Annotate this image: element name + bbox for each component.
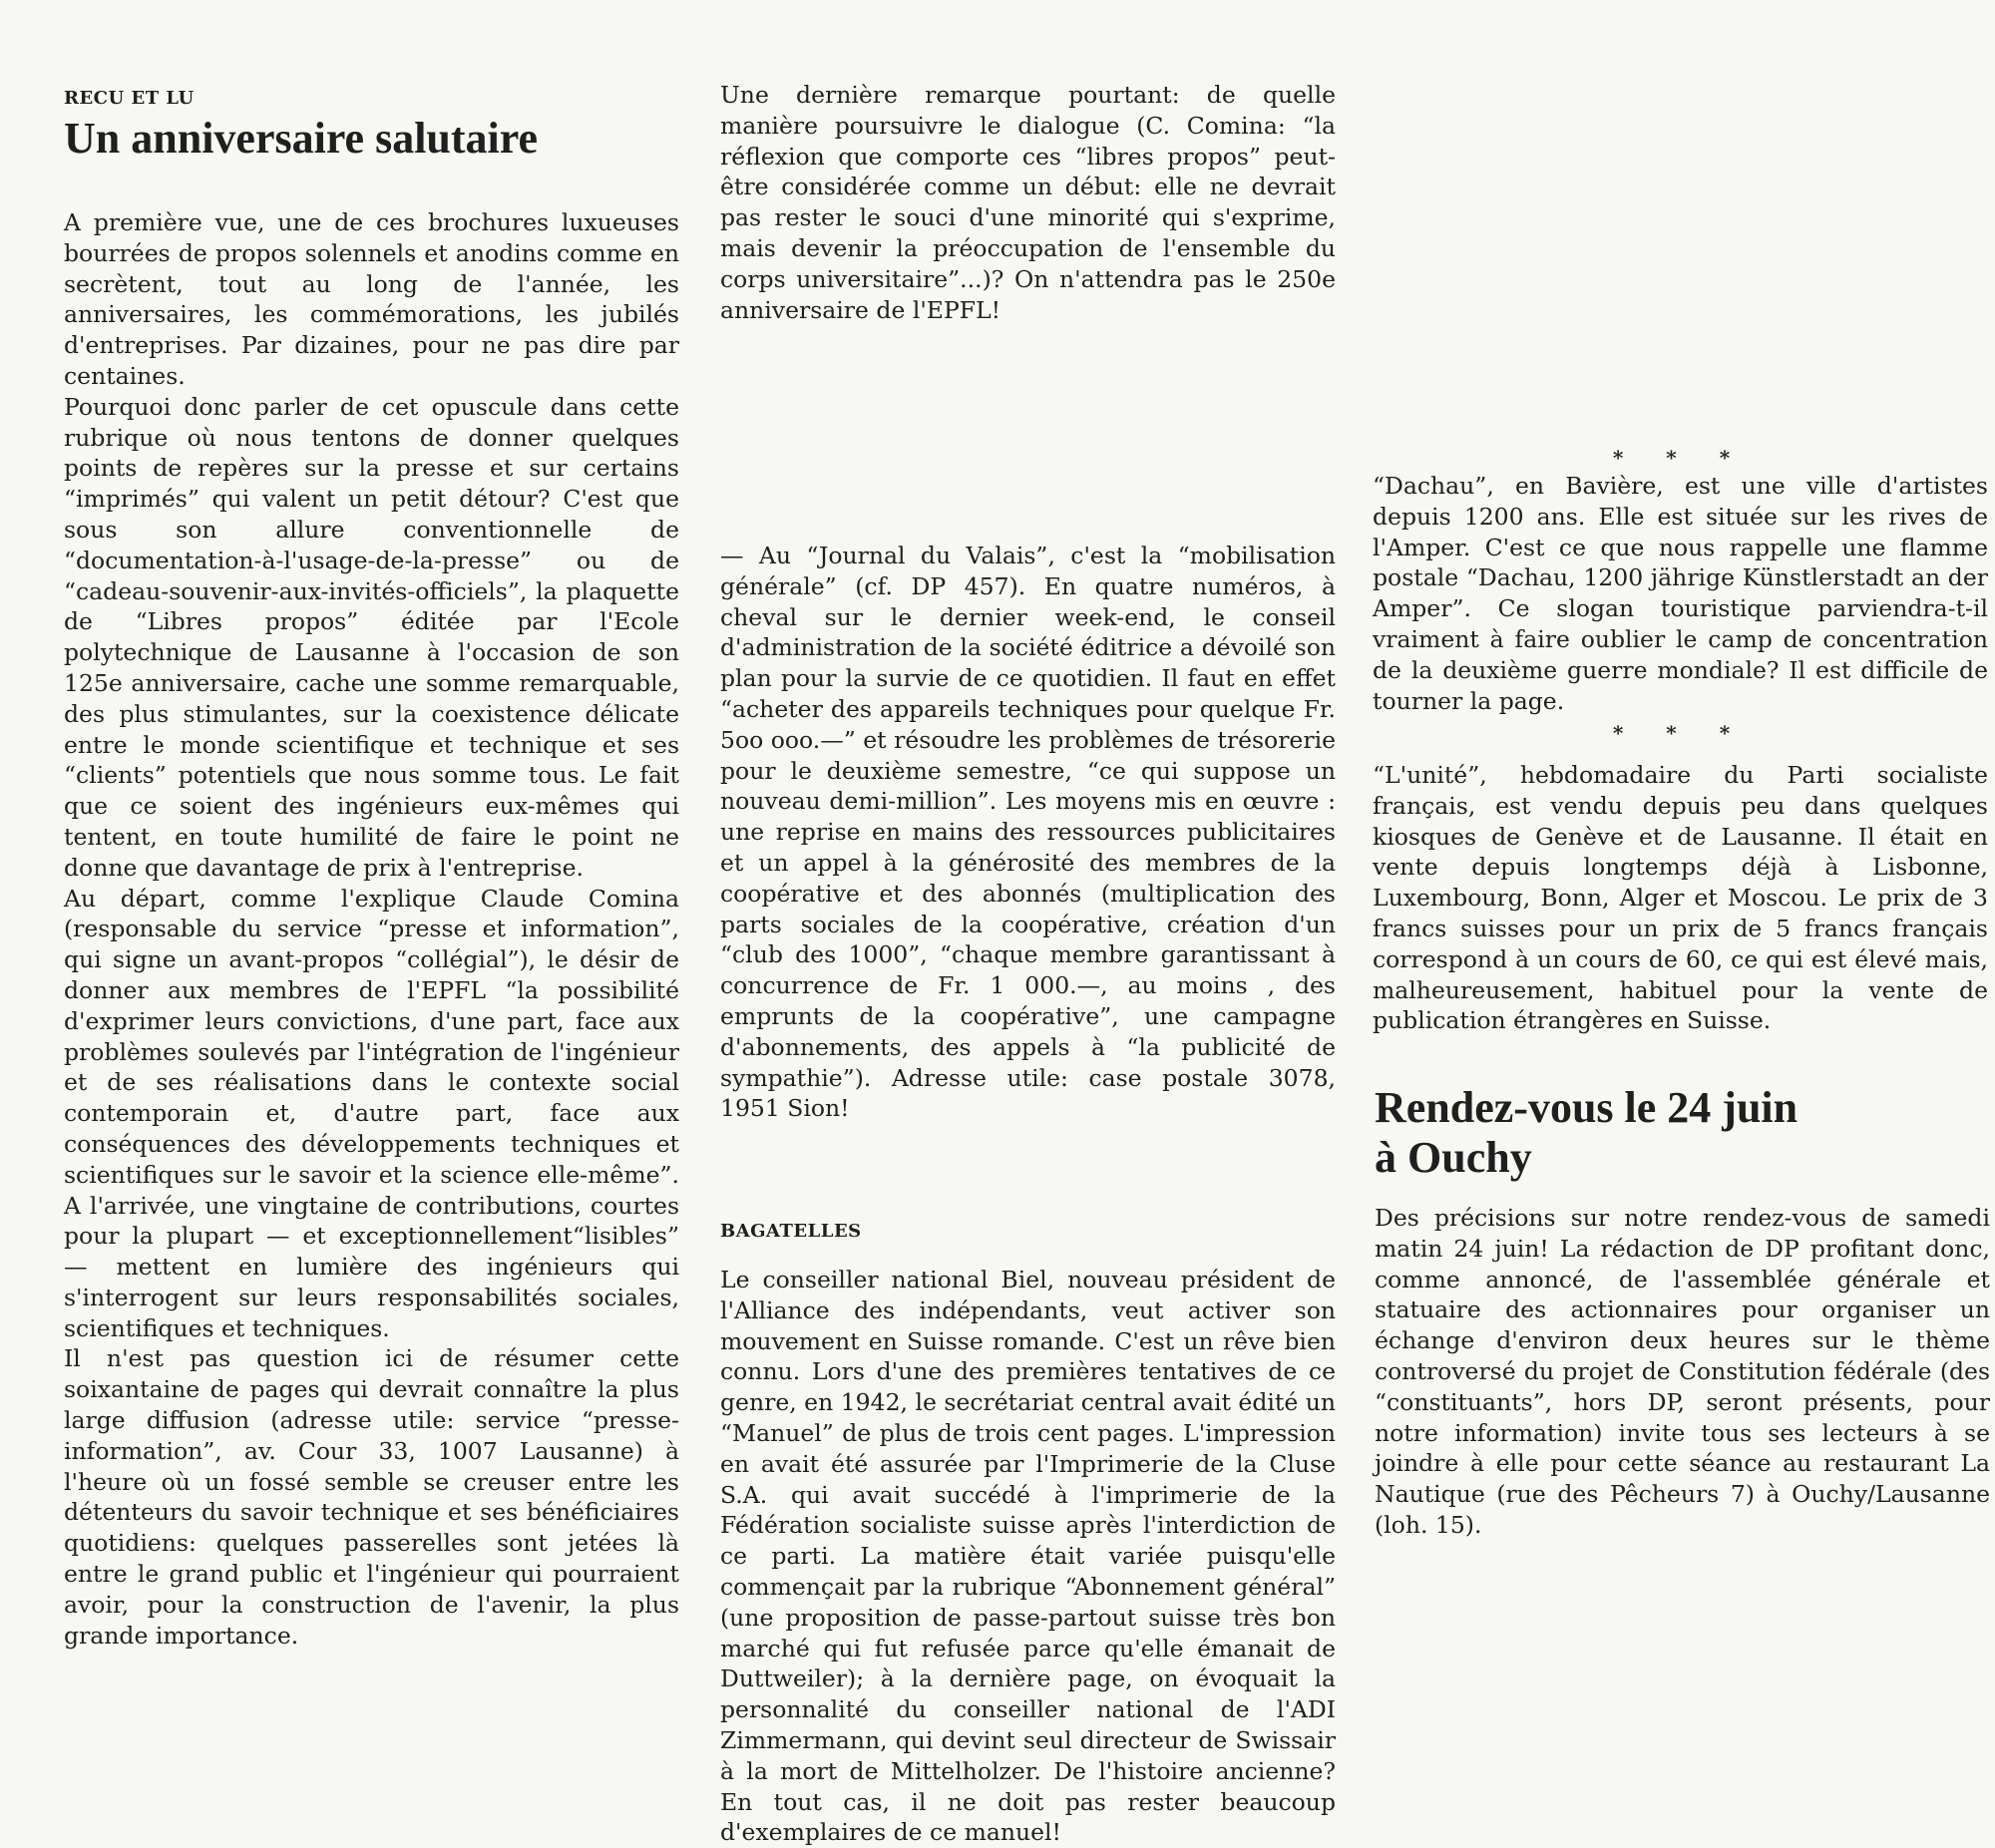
bagatelles-body-part1	[720, 1265, 1336, 1848]
paragraph: Une dernière remarque pourtant: de quelle manière poursuivre le dialogue (C. Comina: “la réflexion que comporte ces “libres propos” peut-être considérée comme un début: elle ne devrait pas rester le souci d'une minorité qui s'exprime, mais devenir la préoccupation de l'ensemble du corps universitaire”...)? On n'attendra pas le 250e anniversaire de l'EPFL!	[720, 81, 1336, 324]
paragraph: — Au “Journal du Valais”, c'est la “mobilisation générale” (cf. DP 457). En quatre numéros, à cheval sur le dernier week-end, le conseil d'administration de la société éditrice a dévoilé son plan pour la survie de ce quotidien. Il faut en effet “acheter des appareils techniques pour quelque Fr. 5oo ooo.—” et résoudre les problèmes de trésorerie pour le deuxième semestre, “ce qui suppose un nouveau demi-million”. Les moyens mis en œuvre : une reprise en mains des ressources publicitaires et un appel à la générosité des membres de la coopérative et des abonnés (multiplication des parts sociales de la coopérative, création d'un “club des 1000”, “chaque membre garantissant à concurrence de Fr. 1 000.—, au moins , des emprunts de la coopérative”, une campagne d'abonnements, des appels à “la publicité de sympathie”). Adresse utile: case postale 3078, 1951 Sion!	[720, 542, 1336, 1123]
separator-stars: * * *	[1612, 721, 1749, 745]
paragraph: Le conseiller national Biel, nouveau président de l'Alliance des indépendants, veut activer son mouvement en Suisse romande. C'est un rêve bien connu. Lors d'une des premières tentatives de ce genre, en 1942, le secrétariat central avait édité un “Manuel” de plus de trois cent pages. L'impression en avait été assurée par l'Imprimerie de la Cluse S.A. qui avait succédé à l'imprimerie de la Fédération socialiste suisse après l'interdiction de ce parti. La matière était variée puisqu'elle commençait par la rubrique “Abonnement général” (une proposition de passe-partout suisse très bon marché qui fut refusée parce qu'elle émanait de Duttweiler); à la dernière page, on évoquait la personnalité du conseiller national de l'ADI Zimmermann, qui devint seul directeur de Swissair à la mort de Mittelholzer. De l'histoire ancienne? En tout cas, il ne doit pas rester beaucoup d'exemplaires de ce manuel!	[720, 1266, 1336, 1847]
separator-stars: * * *	[1612, 446, 1749, 470]
paragraph: “L'unité”, hebdomadaire du Parti socialiste français, est vendu depuis peu dans quelques kiosques de Genève et de Lausanne. Il était en vente depuis longtemps déjà à Lisbonne, Luxembourg, Bonn, Alger et Moscou. Le prix de 3 francs suisses pour un prix de 5 francs français correspond à un cours de 60, ce qui est élevé mais, malheureusement, habituel pour la vente de publication étrangères en Suisse.	[1373, 761, 1988, 1035]
article-title-rendez-vous	[1375, 1083, 1797, 1183]
paragraph: Au départ, comme l'explique Claude Comina (responsable du service “presse et information”, qui signe un avant-propos “collégial”), le désir de donner aux membres de l'EPFL “la possibilité d'exprimer leurs convictions, d'une part, face aux problèmes soulevés par l'intégration de l'ingénieur et de ses réalisations dans le contexte social contemporain et, d'autre part, face aux conséquences des développements techniques et scientifiques sur le savoir et la science elle-même”. A l'arrivée, une vingtaine de contributions, courtes pour la plupart — et exceptionnellement“lisibles” — mettent en lumière des ingénieurs qui s'interrogent sur leurs responsabilités sociales, scientifiques et techniques.	[64, 884, 679, 1342]
section-kicker-bagatelles: BAGATELLES	[720, 1221, 862, 1242]
title-line-1: Rendez-vous le 24 juin	[1375, 1083, 1798, 1132]
title-line-2: à Ouchy	[1375, 1133, 1532, 1182]
article-body-anniversaire-part1	[64, 207, 679, 1651]
bagatelles-dachau	[1373, 471, 1988, 716]
paragraph: A première vue, une de ces brochures luxueuses bourrées de propos solennels et anodins comme en secrètent, tout au long de l'année, les anniversaires, les commémorations, les jubilés d'entreprises. Par dizaines, pour ne pas dire par centaines.	[64, 208, 679, 390]
paragraph: Pourquoi donc parler de cet opuscule dans cette rubrique où nous tentons de donner quelques points de repères sur la presse et sur certains “imprimés” qui valent un petit détour? C'est que sous son allure conventionnelle de “documentation-à-l'usage-de-la-presse” ou de “cadeau-souvenir-aux-invités-officiels”, la plaquette de “Libres propos” éditée par l'Ecole polytechnique de Lausanne à l'occasion de son 125e anniversaire, cache une somme remarquable, des plus stimulantes, sur la coexistence délicate entre le monde scientifique et technique et ses “clients” potentiels que nous somme tous. Le fait que ce soient des ingénieurs eux-mêmes qui tentent, en toute humilité de faire le point ne donne que davantage de prix à l'entreprise.	[64, 392, 679, 882]
paragraph: Des précisions sur notre rendez-vous de samedi matin 24 juin! La rédaction de DP profitant donc, comme annoncé, de l'assemblée générale et statuaire des actionnaires pour organiser un échange d'environ deux heures sur le thème controversé du projet de Constitution fédérale (des “constituants”, hors DP, seront présents, pour notre information) invite tous ses lecteurs à se joindre à elle pour cette séance au restaurant La Nautique (rue des Pêcheurs 7) à Ouchy/Lausanne (loh. 15).	[1375, 1204, 1990, 1539]
bagatelles-unite	[1373, 760, 1988, 1036]
article-title-anniversaire: Un anniversaire salutaire	[64, 114, 539, 163]
journal-du-valais-note	[720, 541, 1336, 1124]
section-kicker-recu-et-lu: RECU ET LU	[64, 88, 195, 109]
article-body-anniversaire-part2	[720, 80, 1336, 325]
paragraph: Il n'est pas question ici de résumer cette soixantaine de pages qui devrait connaître la plus large diffusion (adresse utile: service “presse-information”, av. Cour 33, 1007 Lausanne) à l'heure où un fossé semble se creuser entre les détenteurs du savoir technique et ses bénéficiaires quotidiens: quelques passerelles sont jetées là entre le grand public et l'ingénieur qui pourraient avoir, pour la construction de l'avenir, la plus grande importance.	[64, 1344, 679, 1650]
article-body-rendez-vous	[1375, 1203, 1990, 1541]
paragraph: “Dachau”, en Bavière, est une ville d'artistes depuis 1200 ans. Elle est située sur les rives de l'Amper. C'est ce que nous rappelle une flamme postale “Dachau, 1200 jährige Künstlerstadt an der Amper”. Ce slogan touristique parviendra-t-il vraiment à faire oublier le camp de concentration de la deuxième guerre mondiale? Il est difficile de tourner la page.	[1373, 472, 1988, 715]
